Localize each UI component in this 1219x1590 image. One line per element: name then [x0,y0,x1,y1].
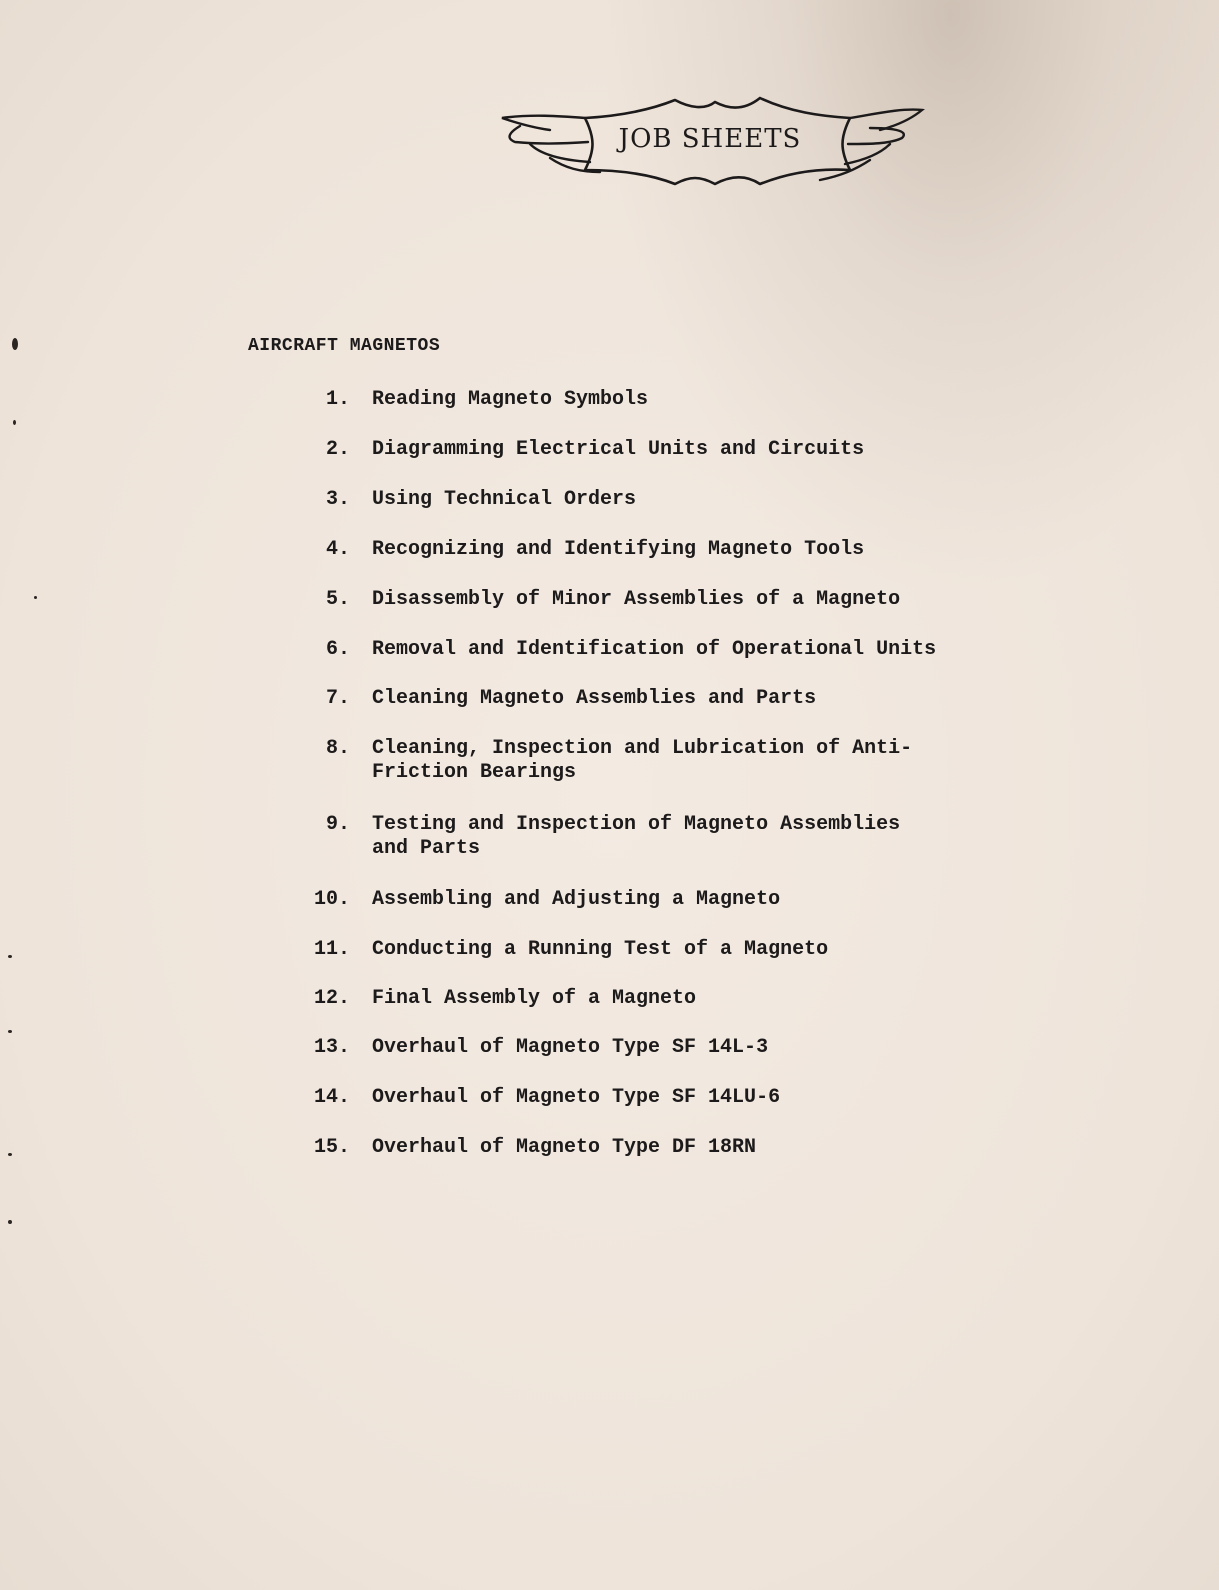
job-number: 5. [325,588,350,611]
job-title: Assembling and Adjusting a Magneto [372,888,781,911]
job-title: Diagramming Electrical Units and Circuits [372,438,865,461]
job-number: 13. [313,1036,350,1059]
job-title: Overhaul of Magneto Type DF 18RN [372,1136,757,1159]
job-number: 1. [325,388,350,411]
job-title: Testing and Inspection of Magneto Assemblies and Parts [372,813,901,860]
job-number: 10. [313,888,350,911]
paper-speck [12,338,18,350]
paper-speck [8,1153,12,1156]
paper-speck [13,420,16,425]
job-number: 11. [313,938,350,961]
job-title: Using Technical Orders [372,488,637,511]
paper-speck [8,1030,12,1033]
job-number: 8. [325,737,350,760]
job-number: 4. [325,538,350,561]
job-title: Overhaul of Magneto Type SF 14LU-6 [372,1086,781,1109]
job-number: 9. [325,813,350,836]
job-number: 6. [325,638,350,661]
job-number: 7. [325,687,350,710]
paper-speck [8,955,12,958]
job-number: 14. [313,1086,350,1109]
job-number: 15. [313,1136,350,1159]
job-title: Reading Magneto Symbols [372,388,649,411]
job-number: 3. [325,488,350,511]
job-number: 2. [325,438,350,461]
section-title: AIRCRAFT MAGNETOS [248,336,441,356]
job-sheets-title: JOB SHEETS [618,124,802,154]
job-title: Recognizing and Identifying Magneto Tools [372,538,865,561]
job-title: Overhaul of Magneto Type SF 14L-3 [372,1036,769,1059]
paper-speck [8,1220,12,1224]
job-title: Removal and Identification of Operational Units [372,638,937,661]
job-number: 12. [313,987,350,1010]
job-title: Conducting a Running Test of a Magneto [372,938,829,961]
job-title: Final Assembly of a Magneto [372,987,697,1010]
paper-speck [34,596,37,599]
job-title: Cleaning, Inspection and Lubrication of Anti- Friction Bearings [372,737,913,784]
job-title: Disassembly of Minor Assemblies of a Magneto [372,588,901,611]
job-title: Cleaning Magneto Assemblies and Parts [372,687,817,710]
